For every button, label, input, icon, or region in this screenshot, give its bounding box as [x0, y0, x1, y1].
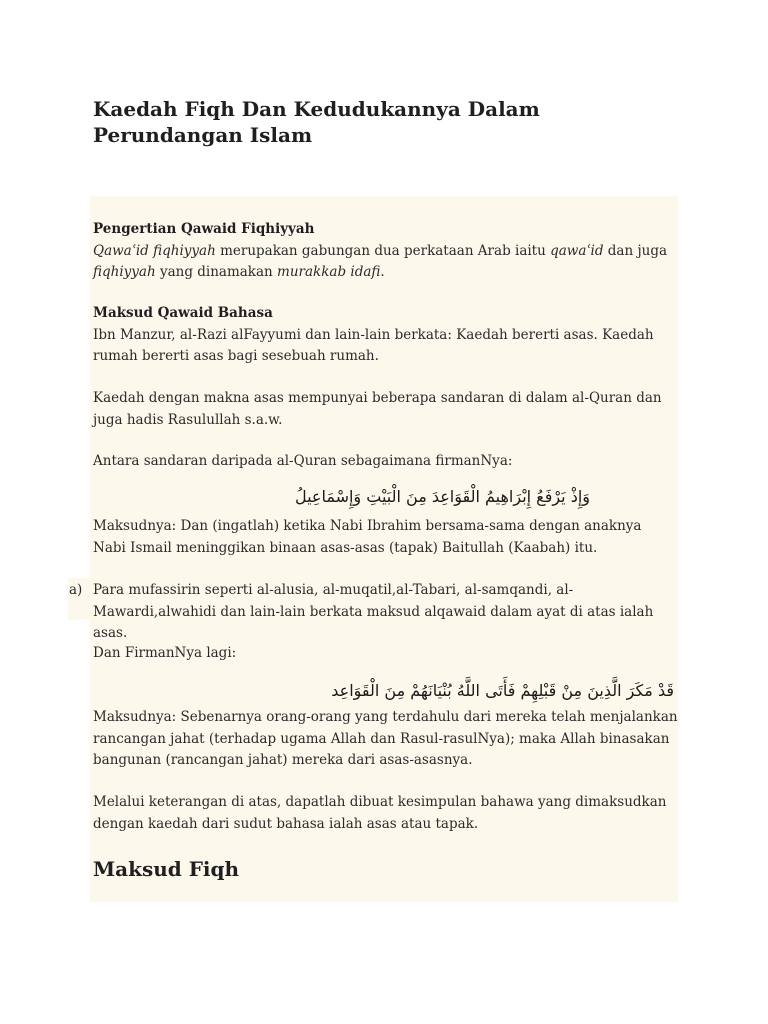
text-span: merupakan gabungan dua perkataan Arab iaitu	[215, 242, 551, 259]
quran-verse-1: وَإِذْ يَرْفَعُ إِبْرَاهِيمُ الْقَوَاعِدَ مِنَ الْبَيْتِ وَإِسْمَاعِيلُ	[294, 487, 590, 506]
paragraph-maksudnya-1: Maksudnya: Dan (ingatlah) ketika Nabi Ibrahim bersama-sama dengan anaknya Nabi Ismail meninggikan binaan asas-asas (tapak) Baitullah (Kaabah) itu.	[93, 518, 642, 556]
text-span: yang dinamakan	[155, 264, 278, 280]
paragraph-definition	[93, 241, 678, 284]
text-span: dan juga	[603, 242, 668, 259]
section-heading-maksud-bahasa: Maksud Qawaid Bahasa	[93, 305, 273, 321]
list-marker: a)	[69, 582, 83, 598]
section-maksud-bahasa	[93, 303, 678, 368]
section-heading-maksud-fiqh: Maksud Fiqh	[93, 857, 240, 881]
paragraph-ibn-manzur: Ibn Manzur, al-Razi alFayyumi dan lain-lain berkata: Kaedah bererti asas. Kaedah rumah bererti asas bagi sesebuah rumah.	[93, 326, 654, 364]
text-span: .	[380, 264, 385, 280]
paragraph-maksudnya-2: Maksudnya: Sebenarnya orang-orang yang terdahulu dari mereka telah menjalankan rancangan jahat (terhadap ugama Allah dan Rasul-rasulNya); maka Allah binasakan bangunan (rancangan jahat) mereka dari asas-asasnya.	[93, 709, 678, 768]
paragraph-kesimpulan: Melalui keterangan di atas, dapatlah dibuat kesimpulan bahawa yang dimaksudkan dengan kaedah dari sudut bahasa ialah asas atau tapak.	[93, 794, 667, 832]
list-item-mufassirin: Para mufassirin seperti al-alusia, al-muqatil,al-Tabari, al-samqandi, al-Mawardi,alwahidi dan lain-lain berkata maksud alqawaid dalam ayat di atas ialah asas.	[93, 582, 654, 641]
section-pengertian	[93, 219, 678, 284]
quran-verse-2: قَدْ مَكَرَ الَّذِينَ مِنْ قَبْلِهِمْ فَأَتَى اللَّهُ بُنْيَانَهُمْ مِنَ الْقَوَاعِد	[331, 681, 674, 700]
term-qawaid-fiqhiyyah: Qawaʿid fiqhiyyah	[93, 242, 216, 259]
paragraph-sandaran: Antara sandaran daripada al-Quran sebagaimana firmanNya:	[93, 453, 513, 469]
term-qawaid: qawaʿid	[550, 242, 604, 259]
section-heading-pengertian: Pengertian Qawaid Fiqhiyyah	[93, 221, 315, 237]
page-title: Kaedah Fiqh Dan Kedudukannya Dalam Perundangan Islam	[93, 97, 540, 147]
term-fiqhiyyah: fiqhiyyah	[93, 264, 156, 280]
paragraph-kaedah-asas: Kaedah dengan makna asas mempunyai beberapa sandaran di dalam al-Quran dan juga hadis Rasulullah s.a.w.	[93, 390, 662, 428]
term-murakkab-idafi: murakkab idafi	[277, 264, 381, 280]
paragraph-firman-lagi: Dan FirmanNya lagi:	[93, 645, 237, 661]
